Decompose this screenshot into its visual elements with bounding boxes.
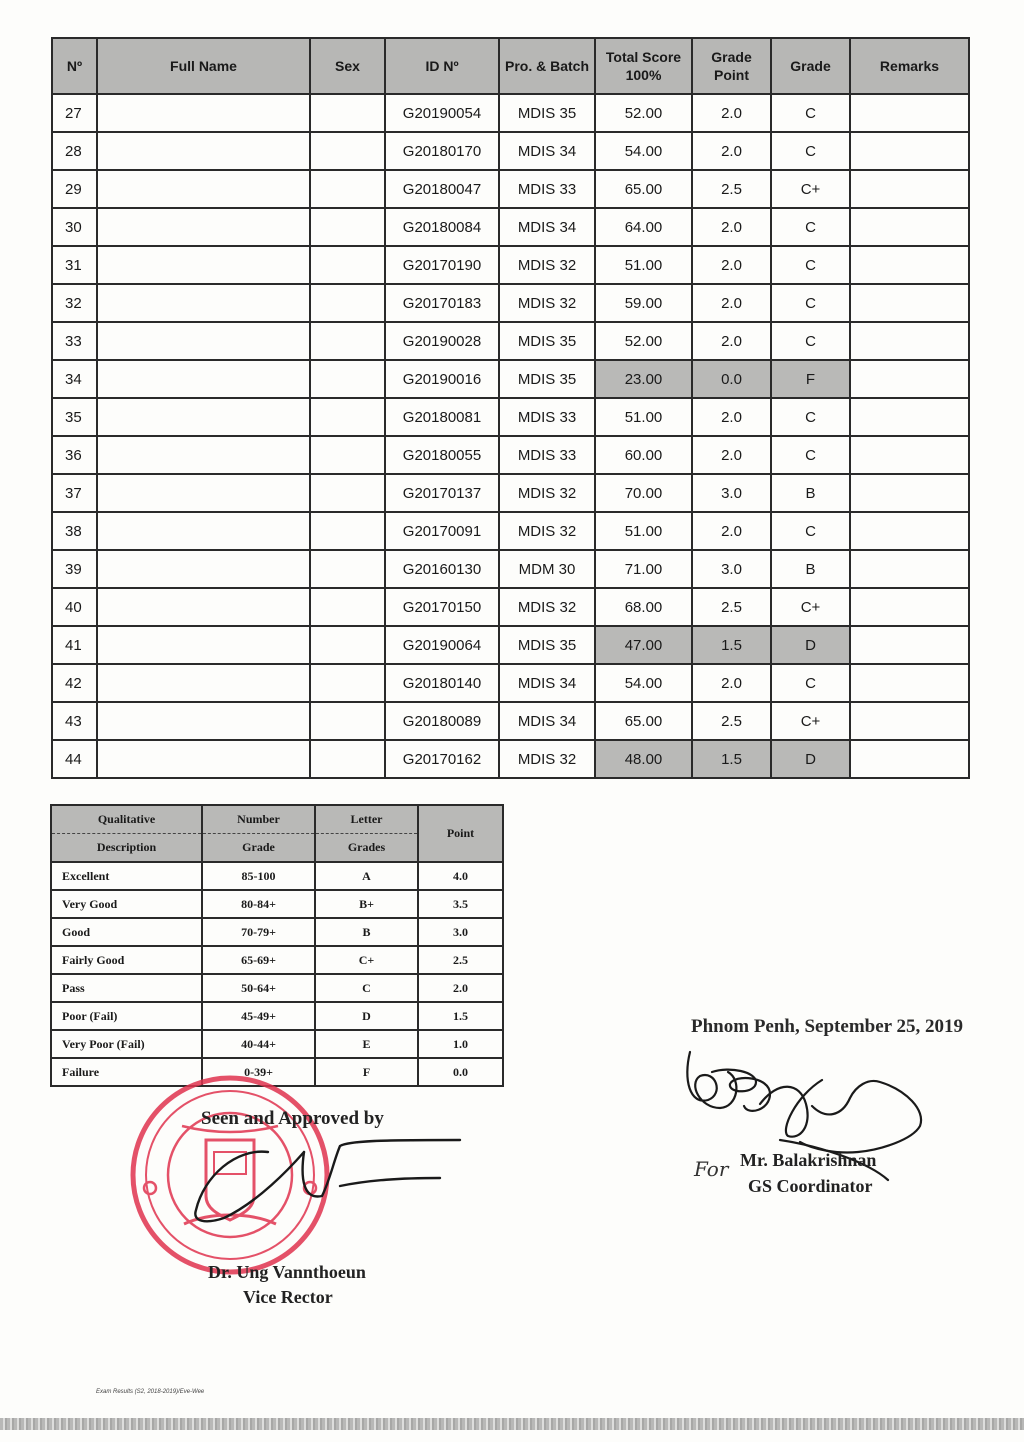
cell-sex xyxy=(310,170,385,208)
results-body xyxy=(52,94,969,778)
cell-total-score: 51.00 xyxy=(595,398,692,436)
grading-row xyxy=(51,974,503,1002)
approved-label: Seen and Approved by xyxy=(201,1108,384,1129)
cell-no: 28 xyxy=(52,132,97,170)
grading-letter: D xyxy=(315,1002,418,1030)
cell-sex xyxy=(310,702,385,740)
header-sex: Sex xyxy=(310,38,385,94)
cell-sex xyxy=(310,626,385,664)
cell-pro-batch: MDIS 32 xyxy=(499,246,595,284)
cell-pro-batch: MDIS 34 xyxy=(499,702,595,740)
cell-full-name xyxy=(97,512,310,550)
cell-id-no: G20180140 xyxy=(385,664,499,702)
results-header-row xyxy=(52,38,969,94)
table-row xyxy=(52,322,969,360)
cell-total-score: 52.00 xyxy=(595,322,692,360)
cell-total-score: 51.00 xyxy=(595,246,692,284)
cell-id-no: G20190028 xyxy=(385,322,499,360)
cell-pro-batch: MDIS 35 xyxy=(499,360,595,398)
cell-grade-point: 3.0 xyxy=(692,550,771,588)
cell-grade-point: 2.0 xyxy=(692,132,771,170)
cell-remarks xyxy=(850,360,969,398)
exam-results-table xyxy=(51,37,970,779)
cell-grade: D xyxy=(771,740,850,778)
cell-remarks xyxy=(850,702,969,740)
table-row xyxy=(52,94,969,132)
cell-remarks xyxy=(850,550,969,588)
cell-no: 34 xyxy=(52,360,97,398)
grading-range: 45-49+ xyxy=(202,1002,315,1030)
grading-row xyxy=(51,1030,503,1058)
grading-letter: B xyxy=(315,918,418,946)
table-row xyxy=(52,512,969,550)
cell-grade-point: 2.0 xyxy=(692,94,771,132)
cell-no: 30 xyxy=(52,208,97,246)
cell-full-name xyxy=(97,360,310,398)
cell-grade: C+ xyxy=(771,170,850,208)
cell-grade: C xyxy=(771,398,850,436)
grading-point: 0.0 xyxy=(418,1058,503,1086)
cell-id-no: G20180084 xyxy=(385,208,499,246)
table-row xyxy=(52,284,969,322)
grading-point: 1.0 xyxy=(418,1030,503,1058)
header-description: Description xyxy=(51,834,202,863)
cell-total-score: 51.00 xyxy=(595,512,692,550)
table-row xyxy=(52,436,969,474)
coordinator-title: GS Coordinator xyxy=(748,1176,873,1196)
cell-remarks xyxy=(850,398,969,436)
cell-no: 39 xyxy=(52,550,97,588)
cell-sex xyxy=(310,284,385,322)
cell-remarks xyxy=(850,284,969,322)
cell-pro-batch: MDIS 35 xyxy=(499,94,595,132)
grading-point: 2.0 xyxy=(418,974,503,1002)
cell-grade-point: 2.5 xyxy=(692,588,771,626)
cell-remarks xyxy=(850,474,969,512)
header-letter-grades: Grades xyxy=(315,834,418,863)
cell-sex xyxy=(310,246,385,284)
cell-grade-point: 2.0 xyxy=(692,208,771,246)
header-id-no: ID Nº xyxy=(385,38,499,94)
place-date: Phnom Penh, September 25, 2019 xyxy=(691,1016,963,1037)
cell-full-name xyxy=(97,702,310,740)
cell-grade: C xyxy=(771,512,850,550)
cell-grade: C xyxy=(771,322,850,360)
cell-sex xyxy=(310,740,385,778)
grading-range: 65-69+ xyxy=(202,946,315,974)
cell-grade-point: 2.5 xyxy=(692,702,771,740)
cell-grade: C xyxy=(771,208,850,246)
cell-pro-batch: MDIS 35 xyxy=(499,626,595,664)
cell-remarks xyxy=(850,664,969,702)
cell-total-score: 71.00 xyxy=(595,550,692,588)
cell-sex xyxy=(310,588,385,626)
rector-signature xyxy=(195,1140,460,1221)
cell-pro-batch: MDIS 32 xyxy=(499,284,595,322)
cell-pro-batch: MDIS 35 xyxy=(499,322,595,360)
cell-grade: C xyxy=(771,94,850,132)
cell-no: 35 xyxy=(52,398,97,436)
header-full-name: Full Name xyxy=(97,38,310,94)
cell-sex xyxy=(310,664,385,702)
cell-id-no: G20170137 xyxy=(385,474,499,512)
cell-full-name xyxy=(97,322,310,360)
cell-full-name xyxy=(97,132,310,170)
cell-id-no: G20180170 xyxy=(385,132,499,170)
grading-row xyxy=(51,946,503,974)
grading-header-row-1 xyxy=(51,805,503,834)
cell-no: 36 xyxy=(52,436,97,474)
cell-id-no: G20190064 xyxy=(385,626,499,664)
grading-description: Poor (Fail) xyxy=(51,1002,202,1030)
header-no: Nº xyxy=(52,38,97,94)
grading-row xyxy=(51,1002,503,1030)
cell-sex xyxy=(310,208,385,246)
header-number: Number xyxy=(202,805,315,834)
cell-grade-point: 2.5 xyxy=(692,170,771,208)
cell-no: 43 xyxy=(52,702,97,740)
rector-title: Vice Rector xyxy=(243,1287,333,1307)
grading-row xyxy=(51,1058,503,1086)
cell-pro-batch: MDIS 34 xyxy=(499,208,595,246)
grading-description: Very Good xyxy=(51,890,202,918)
header-point: Point xyxy=(418,805,503,862)
cell-full-name xyxy=(97,436,310,474)
cell-grade-point: 2.0 xyxy=(692,512,771,550)
cell-total-score: 65.00 xyxy=(595,170,692,208)
cell-total-score: 64.00 xyxy=(595,208,692,246)
grading-range: 80-84+ xyxy=(202,890,315,918)
table-row xyxy=(52,702,969,740)
header-grade-point: Grade Point xyxy=(692,38,771,94)
cell-full-name xyxy=(97,398,310,436)
grading-point: 1.5 xyxy=(418,1002,503,1030)
cell-full-name xyxy=(97,170,310,208)
cell-id-no: G20180081 xyxy=(385,398,499,436)
cell-grade-point: 1.5 xyxy=(692,626,771,664)
cell-sex xyxy=(310,360,385,398)
cell-full-name xyxy=(97,664,310,702)
table-row xyxy=(52,360,969,398)
cell-remarks xyxy=(850,208,969,246)
grading-point: 2.5 xyxy=(418,946,503,974)
cell-full-name xyxy=(97,550,310,588)
grading-description: Excellent xyxy=(51,862,202,890)
cell-pro-batch: MDIS 32 xyxy=(499,512,595,550)
grading-scale-table xyxy=(50,804,504,1087)
scan-edge xyxy=(0,1418,1024,1430)
grading-range: 70-79+ xyxy=(202,918,315,946)
grading-letter: B+ xyxy=(315,890,418,918)
cell-remarks xyxy=(850,94,969,132)
cell-remarks xyxy=(850,588,969,626)
cell-total-score: 60.00 xyxy=(595,436,692,474)
cell-no: 29 xyxy=(52,170,97,208)
cell-full-name xyxy=(97,208,310,246)
grading-range: 40-44+ xyxy=(202,1030,315,1058)
cell-no: 40 xyxy=(52,588,97,626)
cell-sex xyxy=(310,398,385,436)
grading-range: 0-39+ xyxy=(202,1058,315,1086)
cell-grade: C xyxy=(771,246,850,284)
cell-no: 31 xyxy=(52,246,97,284)
grading-description: Pass xyxy=(51,974,202,1002)
cell-sex xyxy=(310,474,385,512)
cell-total-score: 54.00 xyxy=(595,132,692,170)
cell-pro-batch: MDIS 32 xyxy=(499,588,595,626)
cell-pro-batch: MDIS 33 xyxy=(499,436,595,474)
table-row xyxy=(52,208,969,246)
cell-grade-point: 2.0 xyxy=(692,664,771,702)
footer-note: Exam Results (S2, 2018-2019)/Eve-Wee xyxy=(96,1389,205,1395)
cell-total-score: 23.00 xyxy=(595,360,692,398)
cell-id-no: G20170183 xyxy=(385,284,499,322)
cell-id-no: G20190016 xyxy=(385,360,499,398)
cell-grade: F xyxy=(771,360,850,398)
cell-id-no: G20170091 xyxy=(385,512,499,550)
cell-total-score: 54.00 xyxy=(595,664,692,702)
cell-remarks xyxy=(850,626,969,664)
grading-row xyxy=(51,862,503,890)
cell-grade: C+ xyxy=(771,702,850,740)
grading-description: Failure xyxy=(51,1058,202,1086)
cell-full-name xyxy=(97,588,310,626)
cell-id-no: G20170190 xyxy=(385,246,499,284)
cell-grade: C xyxy=(771,284,850,322)
cell-grade-point: 1.5 xyxy=(692,740,771,778)
header-qualitative: Qualitative xyxy=(51,805,202,834)
cell-pro-batch: MDIS 32 xyxy=(499,740,595,778)
cell-full-name xyxy=(97,626,310,664)
header-remarks: Remarks xyxy=(850,38,969,94)
cell-grade-point: 3.0 xyxy=(692,474,771,512)
cell-id-no: G20180089 xyxy=(385,702,499,740)
cell-no: 41 xyxy=(52,626,97,664)
cell-no: 44 xyxy=(52,740,97,778)
cell-remarks xyxy=(850,436,969,474)
cell-id-no: G20160130 xyxy=(385,550,499,588)
table-row xyxy=(52,170,969,208)
cell-no: 33 xyxy=(52,322,97,360)
header-grade: Grade xyxy=(771,38,850,94)
cell-id-no: G20180055 xyxy=(385,436,499,474)
table-row xyxy=(52,550,969,588)
cell-remarks xyxy=(850,322,969,360)
coordinator-name: Mr. Balakrishnan xyxy=(740,1150,877,1170)
cell-grade: C xyxy=(771,436,850,474)
cell-grade-point: 2.0 xyxy=(692,398,771,436)
cell-remarks xyxy=(850,170,969,208)
cell-remarks xyxy=(850,246,969,284)
cell-sex xyxy=(310,322,385,360)
cell-sex xyxy=(310,94,385,132)
cell-grade-point: 2.0 xyxy=(692,284,771,322)
cell-grade: B xyxy=(771,474,850,512)
grading-letter: E xyxy=(315,1030,418,1058)
cell-total-score: 47.00 xyxy=(595,626,692,664)
cell-full-name xyxy=(97,474,310,512)
table-row xyxy=(52,132,969,170)
header-number-grade: Grade xyxy=(202,834,315,863)
cell-full-name xyxy=(97,740,310,778)
grading-description: Fairly Good xyxy=(51,946,202,974)
cell-pro-batch: MDIS 34 xyxy=(499,132,595,170)
cell-grade-point: 2.0 xyxy=(692,322,771,360)
cell-grade: C xyxy=(771,664,850,702)
grading-letter: C xyxy=(315,974,418,1002)
cell-total-score: 68.00 xyxy=(595,588,692,626)
table-row xyxy=(52,588,969,626)
cell-pro-batch: MDIS 33 xyxy=(499,170,595,208)
grading-point: 3.0 xyxy=(418,918,503,946)
cell-pro-batch: MDIS 33 xyxy=(499,398,595,436)
cell-total-score: 48.00 xyxy=(595,740,692,778)
rector-name: Dr. Ung Vannthoeun xyxy=(208,1262,366,1282)
cell-pro-batch: MDIS 32 xyxy=(499,474,595,512)
cell-remarks xyxy=(850,132,969,170)
grading-body xyxy=(51,862,503,1086)
cell-total-score: 52.00 xyxy=(595,94,692,132)
cell-sex xyxy=(310,550,385,588)
cell-grade: C xyxy=(771,132,850,170)
cell-no: 32 xyxy=(52,284,97,322)
header-total-score: Total Score 100% xyxy=(595,38,692,94)
table-row xyxy=(52,740,969,778)
cell-full-name xyxy=(97,94,310,132)
cell-full-name xyxy=(97,284,310,322)
table-row xyxy=(52,398,969,436)
for-text: For xyxy=(694,1157,729,1181)
grading-row xyxy=(51,918,503,946)
cell-remarks xyxy=(850,512,969,550)
grading-range: 50-64+ xyxy=(202,974,315,1002)
cell-no: 42 xyxy=(52,664,97,702)
grading-description: Very Poor (Fail) xyxy=(51,1030,202,1058)
cell-total-score: 70.00 xyxy=(595,474,692,512)
grading-letter: A xyxy=(315,862,418,890)
table-row xyxy=(52,664,969,702)
cell-grade: C+ xyxy=(771,588,850,626)
cell-id-no: G20190054 xyxy=(385,94,499,132)
cell-grade-point: 0.0 xyxy=(692,360,771,398)
cell-no: 27 xyxy=(52,94,97,132)
cell-no: 38 xyxy=(52,512,97,550)
cell-sex xyxy=(310,132,385,170)
cell-total-score: 65.00 xyxy=(595,702,692,740)
grading-letter: C+ xyxy=(315,946,418,974)
table-row xyxy=(52,626,969,664)
cell-id-no: G20170150 xyxy=(385,588,499,626)
cell-full-name xyxy=(97,246,310,284)
cell-grade: B xyxy=(771,550,850,588)
cell-remarks xyxy=(850,740,969,778)
cell-sex xyxy=(310,436,385,474)
grading-description: Good xyxy=(51,918,202,946)
grading-point: 3.5 xyxy=(418,890,503,918)
cell-total-score: 59.00 xyxy=(595,284,692,322)
header-letter: Letter xyxy=(315,805,418,834)
table-row xyxy=(52,246,969,284)
cell-sex xyxy=(310,512,385,550)
cell-pro-batch: MDIS 34 xyxy=(499,664,595,702)
grading-letter: F xyxy=(315,1058,418,1086)
grading-point: 4.0 xyxy=(418,862,503,890)
cell-no: 37 xyxy=(52,474,97,512)
cell-id-no: G20180047 xyxy=(385,170,499,208)
table-row xyxy=(52,474,969,512)
header-pro-batch: Pro. & Batch xyxy=(499,38,595,94)
grading-row xyxy=(51,890,503,918)
cell-pro-batch: MDM 30 xyxy=(499,550,595,588)
cell-grade-point: 2.0 xyxy=(692,246,771,284)
grading-range: 85-100 xyxy=(202,862,315,890)
cell-id-no: G20170162 xyxy=(385,740,499,778)
cell-grade-point: 2.0 xyxy=(692,436,771,474)
cell-grade: D xyxy=(771,626,850,664)
